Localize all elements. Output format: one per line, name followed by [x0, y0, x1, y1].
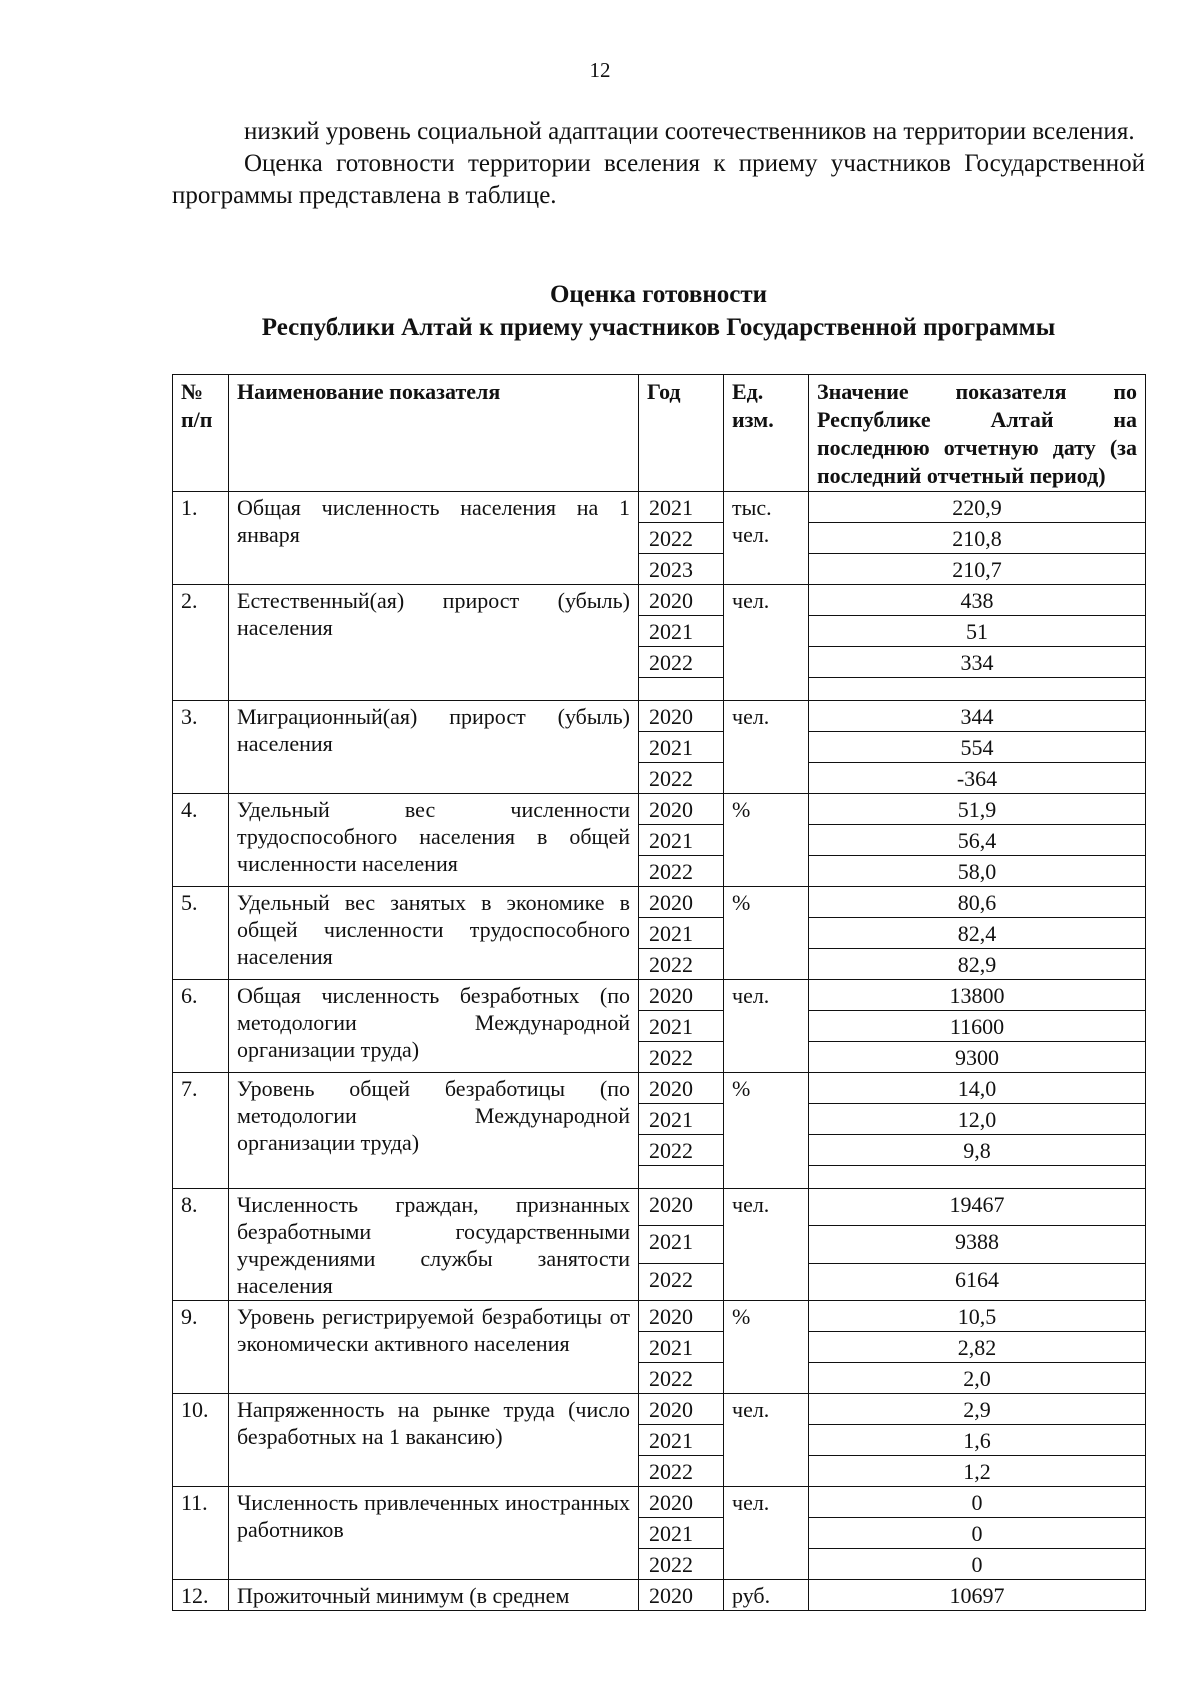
header-num: № п/п: [173, 375, 229, 492]
table-row: [173, 701, 1146, 732]
unit-cell: чел.: [724, 1189, 809, 1301]
row-number: 3.: [173, 701, 229, 794]
value-cell: 14,0: [809, 1073, 1146, 1104]
row-number: 1.: [173, 492, 229, 585]
indicator-name: Численность граждан, признанных безработными государственными учреждениями службы занятости населения: [229, 1189, 639, 1301]
unit-cell: %: [724, 1073, 809, 1189]
unit-cell: %: [724, 887, 809, 980]
row-number: 7.: [173, 1073, 229, 1189]
table-row: [173, 492, 1146, 523]
year-cell: 2023: [639, 554, 724, 585]
year-cell: 2022: [639, 856, 724, 887]
year-cell: 2022: [639, 1456, 724, 1487]
year-cell: 2022: [639, 647, 724, 678]
indicator-name: Общая численность безработных (по методологии Международной организации труда): [229, 980, 639, 1073]
value-cell: 56,4: [809, 825, 1146, 856]
spacer-cell: [809, 1166, 1146, 1189]
spacer-cell: [639, 678, 724, 701]
table-row: [173, 1189, 1146, 1226]
value-cell: 0: [809, 1549, 1146, 1580]
row-number: 4.: [173, 794, 229, 887]
row-number: 8.: [173, 1189, 229, 1301]
row-number: 11.: [173, 1487, 229, 1580]
value-cell: 0: [809, 1487, 1146, 1518]
table-header-row: [173, 375, 1146, 492]
value-cell: 82,9: [809, 949, 1146, 980]
row-number: 5.: [173, 887, 229, 980]
value-cell: 1,6: [809, 1425, 1146, 1456]
indicator-name: Удельный вес численности трудоспособного населения в общей численности населения: [229, 794, 639, 887]
year-cell: 2020: [639, 701, 724, 732]
value-cell: 334: [809, 647, 1146, 678]
value-cell: 82,4: [809, 918, 1146, 949]
year-cell: 2020: [639, 887, 724, 918]
indicator-name: Численность привлеченных иностранных работников: [229, 1487, 639, 1580]
value-cell: 9300: [809, 1042, 1146, 1073]
year-cell: 2020: [639, 1580, 724, 1611]
year-cell: 2020: [639, 1487, 724, 1518]
year-cell: 2022: [639, 949, 724, 980]
year-cell: 2022: [639, 1363, 724, 1394]
table-row: [173, 980, 1146, 1011]
year-cell: 2021: [639, 1332, 724, 1363]
value-cell: 10697: [809, 1580, 1146, 1611]
intro-paragraph-2: Оценка готовности территории вселения к приему участников Государственной программы представлена в таблице.: [172, 150, 1145, 209]
indicator-name: Удельный вес занятых в экономике в общей численности трудоспособного населения: [229, 887, 639, 980]
year-cell: 2022: [639, 1263, 724, 1300]
value-cell: 2,0: [809, 1363, 1146, 1394]
year-cell: 2022: [639, 1135, 724, 1166]
table-row: [173, 794, 1146, 825]
row-number: 10.: [173, 1394, 229, 1487]
indicators-table: [172, 374, 1146, 1611]
table-row: [173, 1487, 1146, 1518]
year-cell: 2020: [639, 980, 724, 1011]
year-cell: 2020: [639, 794, 724, 825]
indicator-name: Прожиточный минимум (в среднем: [229, 1580, 639, 1611]
unit-cell: чел.: [724, 585, 809, 701]
year-cell: 2021: [639, 732, 724, 763]
indicator-name: Миграционный(ая) прирост (убыль) населения: [229, 701, 639, 794]
value-cell: -364: [809, 763, 1146, 794]
year-cell: 2021: [639, 1518, 724, 1549]
value-cell: 220,9: [809, 492, 1146, 523]
value-cell: 10,5: [809, 1301, 1146, 1332]
table-title-line-2: Республики Алтай к приему участников Государственной программы: [261, 314, 1056, 341]
value-cell: 344: [809, 701, 1146, 732]
year-cell: 2021: [639, 825, 724, 856]
year-cell: 2020: [639, 1394, 724, 1425]
value-cell: 13800: [809, 980, 1146, 1011]
indicator-name: Уровень регистрируемой безработицы от экономически активного населения: [229, 1301, 639, 1394]
header-name: Наименование показателя: [229, 375, 639, 492]
value-cell: 12,0: [809, 1104, 1146, 1135]
spacer-cell: [639, 1166, 724, 1189]
year-cell: 2021: [639, 1104, 724, 1135]
page-number: 12: [589, 58, 611, 82]
row-number: 12.: [173, 1580, 229, 1611]
value-cell: 0: [809, 1518, 1146, 1549]
value-cell: 51: [809, 616, 1146, 647]
year-cell: 2021: [639, 616, 724, 647]
year-cell: 2020: [639, 1073, 724, 1104]
value-cell: 19467: [809, 1189, 1146, 1226]
value-cell: 6164: [809, 1263, 1146, 1300]
value-cell: 51,9: [809, 794, 1146, 825]
unit-cell: чел.: [724, 1394, 809, 1487]
indicator-name: Общая численность населения на 1 января: [229, 492, 639, 585]
unit-cell: %: [724, 794, 809, 887]
table-row: [173, 1073, 1146, 1104]
value-cell: 1,2: [809, 1456, 1146, 1487]
row-number: 6.: [173, 980, 229, 1073]
year-cell: 2021: [639, 1425, 724, 1456]
year-cell: 2020: [639, 1301, 724, 1332]
unit-cell: чел.: [724, 980, 809, 1073]
year-cell: 2021: [639, 1226, 724, 1263]
year-cell: 2022: [639, 1549, 724, 1580]
year-cell: 2020: [639, 1189, 724, 1226]
indicator-name: Напряженность на рынке труда (число безработных на 1 вакансию): [229, 1394, 639, 1487]
row-number: 9.: [173, 1301, 229, 1394]
spacer-cell: [809, 678, 1146, 701]
unit-cell: руб.: [724, 1580, 809, 1611]
value-cell: 9,8: [809, 1135, 1146, 1166]
unit-cell: тыс. чел.: [724, 492, 809, 585]
indicator-name: Естественный(ая) прирост (убыль) населения: [229, 585, 639, 701]
table-title: [172, 278, 1145, 344]
value-cell: 210,7: [809, 554, 1146, 585]
table-title-line-1: Оценка готовности: [549, 281, 768, 308]
table-body: [173, 492, 1146, 1611]
unit-cell: %: [724, 1301, 809, 1394]
unit-cell: чел.: [724, 701, 809, 794]
table-row: [173, 1394, 1146, 1425]
table-row: [173, 1301, 1146, 1332]
year-cell: 2022: [639, 1042, 724, 1073]
value-cell: 9388: [809, 1226, 1146, 1263]
year-cell: 2021: [639, 918, 724, 949]
header-unit: Ед. изм.: [724, 375, 809, 492]
row-number: 2.: [173, 585, 229, 701]
value-cell: 2,82: [809, 1332, 1146, 1363]
year-cell: 2022: [639, 523, 724, 554]
intro-paragraph-1: низкий уровень социальной адаптации соотечественников на территории вселения.: [244, 118, 1135, 145]
value-cell: 554: [809, 732, 1146, 763]
unit-cell: чел.: [724, 1487, 809, 1580]
year-cell: 2021: [639, 492, 724, 523]
value-cell: 210,8: [809, 523, 1146, 554]
indicator-name: Уровень общей безработицы (по методологии Международной организации труда): [229, 1073, 639, 1189]
year-cell: 2021: [639, 1011, 724, 1042]
value-cell: 58,0: [809, 856, 1146, 887]
table-row: [173, 887, 1146, 918]
table-row: [173, 1580, 1146, 1611]
header-value: Значение показателя по Республике Алтай на последнюю отчетную дату (за последний отчетный период): [809, 375, 1146, 492]
value-cell: 438: [809, 585, 1146, 616]
year-cell: 2020: [639, 585, 724, 616]
value-cell: 2,9: [809, 1394, 1146, 1425]
intro-text: [172, 116, 1145, 212]
table-row: [173, 585, 1146, 616]
value-cell: 80,6: [809, 887, 1146, 918]
header-year: Год: [639, 375, 724, 492]
value-cell: 11600: [809, 1011, 1146, 1042]
year-cell: 2022: [639, 763, 724, 794]
